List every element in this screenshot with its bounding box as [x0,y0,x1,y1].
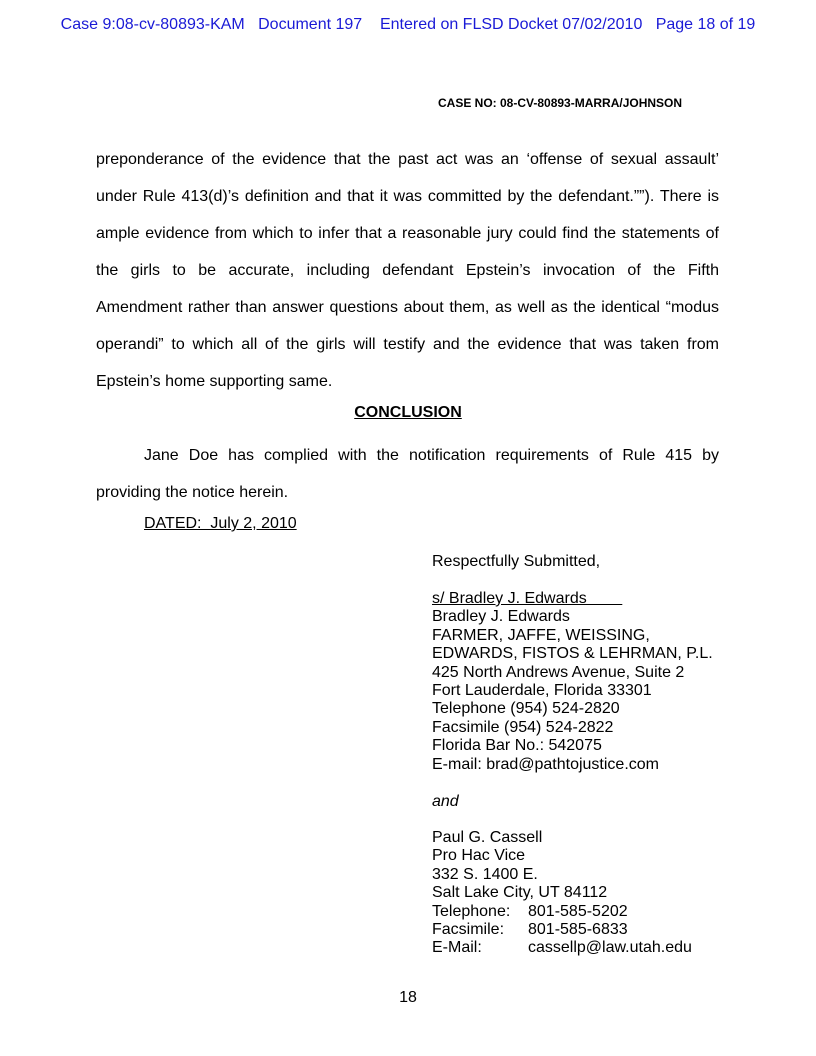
contact-row [432,921,692,939]
conclusion-heading: CONCLUSION [354,404,462,421]
contact-row [432,903,692,921]
paragraph-line: providing the notice herein. [96,484,289,501]
stamp-entered: Entered on FLSD Docket 07/02/2010 [379,16,643,33]
signature-line-item: EDWARDS, FISTOS & LEHRMAN, P.L. [432,645,713,663]
contact-value: cassellp@law.utah.edu [528,939,692,957]
contact-label: Telephone: [432,902,511,920]
signature-line-item: Salt Lake City, UT 84112 [432,884,608,902]
contact-label: Facsimile: [432,920,505,938]
signature-line-item: Pro Hac Vice [432,847,526,865]
case-number-header: CASE NO: 08-CV-80893-MARRA/JOHNSON [438,96,683,110]
paragraph-line: Amendment rather than answer questions about them, as well as the identical “modus [96,299,719,316]
and-text: and [432,793,459,810]
paragraph-line: the girls to be accurate, including defendant Epstein’s invocation of the Fifth [96,262,719,279]
signature-line-item: Bradley J. Edwards [432,608,570,626]
paragraph-line: ample evidence from which to infer that a reasonable jury could find the statements of [96,225,719,242]
page-number: 18 [399,989,417,1006]
paragraph-line: Jane Doe has complied with the notification requirements of Rule 415 by [144,447,719,464]
docket-stamp [0,16,816,34]
signature-line: s/ Bradley J. Edwards [432,590,623,607]
stamp-document: Document 197 [258,16,363,33]
dated-line: DATED: July 2, 2010 [144,515,297,532]
paragraph-line: Epstein’s home supporting same. [96,373,333,390]
signature-line-item: 425 North Andrews Avenue, Suite 2 [432,663,685,681]
contact-row [432,939,692,957]
signature-line-item: E-mail: brad@pathtojustice.com [432,755,659,773]
signature-line-item: Facsimile (954) 524-2822 [432,718,614,736]
signature-line-item: Telephone (954) 524-2820 [432,700,620,718]
signature-line-item: Florida Bar No.: 542075 [432,737,602,755]
signature-line-item: 332 S. 1400 E. [432,865,538,883]
signature-line-item: Fort Lauderdale, Florida 33301 [432,681,652,699]
signature-line-item: FARMER, JAFFE, WEISSING, [432,626,650,644]
paragraph-line: operandi” to which all of the girls will testify and the evidence that was taken from [96,336,719,353]
contact-value: 801-585-5202 [528,902,628,920]
closing-text: Respectfully Submitted, [432,553,601,570]
paragraph-evidence [96,141,719,400]
paragraph-line: under Rule 413(d)’s definition and that it was committed by the defendant.””). There is [96,188,719,205]
stamp-page: Page 18 of 19 [655,16,756,33]
paragraph-conclusion [96,437,719,511]
co-counsel-block [432,829,692,958]
signature-block [432,590,713,774]
contact-label: E-Mail: [432,939,482,957]
paragraph-line: preponderance of the evidence that the past act was an ‘offense of sexual assault’ [96,151,719,168]
stamp-case: Case 9:08-cv-80893-KAM [60,16,245,33]
signature-line-item: Paul G. Cassell [432,829,543,846]
contact-value: 801-585-6833 [528,920,628,938]
